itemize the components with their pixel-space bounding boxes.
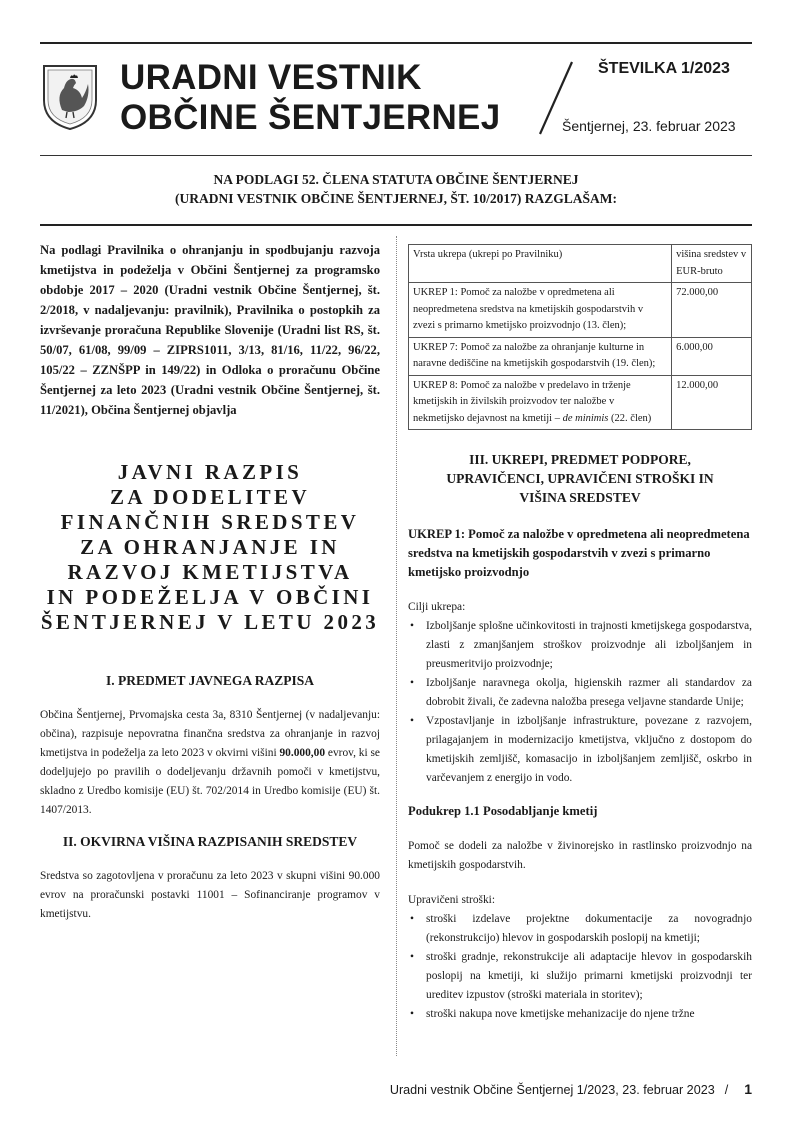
preamble-line-2: (URADNI VESTNIK OBČINE ŠENTJERNEJ, ŠT. 10/2017) RAZGLAŠAM: — [174, 191, 618, 206]
table-row — [409, 283, 752, 338]
list-item: • Izboljšanje naravnega okolja, higienskih razmer ali standardov za dobrobit živali, če zadevna naložba presega veljavne standarde Unije; — [408, 674, 752, 712]
right-column — [408, 244, 752, 1024]
ukrep-1-title: UKREP 1: Pomoč za naložbe v opredmetena ali neopredmetena sredstva na kmetijskih gospodarstvih v zvezi s primarno kmetijsko proizvodnjo — [408, 527, 750, 579]
call-title-line: ŠENTJERNEJ V LETU 2023 — [40, 610, 380, 634]
table-row — [409, 337, 752, 375]
call-title-line: RAZVOJ KMETIJSTVA — [67, 560, 353, 584]
section-1-text — [40, 706, 380, 820]
call-title — [40, 460, 380, 635]
section-3-title-line: UPRAVIČENCI, UPRAVIČENI STROŠKI IN — [446, 471, 714, 486]
goals-label: Cilji ukrepa: — [408, 601, 466, 613]
issue-date: Šentjernej, 23. februar 2023 — [562, 118, 736, 134]
footer-text: Uradni vestnik Občine Šentjernej 1/2023, 23. februar 2023 — [389, 1083, 715, 1097]
section-1-text-a: Občina Šentjernej, Prvomajska cesta 3a, 8310 Šentjernej (v nadaljevanju: občina), razpisuje nepovratna finančna sredstva za ohranjanje in razvoj kmetijstva in podeželja za leto 2023 v okvirni višini — [40, 709, 380, 759]
section-3-title-line: III. UKREPI, PREDMET PODPORE, — [469, 452, 691, 467]
podukrep-1-1-text: Pomoč se dodeli za naložbe v živinorejsko in rastlinsko proizvodnjo na kmetijskih gospodarstvih. — [408, 840, 752, 871]
intro-paragraph: Na podlagi Pravilnika o ohranjanju in spodbujanju razvoja kmetijstva in podeželja v Občini Šentjernej za programsko obdobje 2017 – 2020 (Uradni vestnik Občine Šentjernej, št. 2/2018, v nadaljevanju: pravilnik), Pravilnika o postopkih za izvrševanje proračuna Republike Slovenije (Uradni list RS, št. 50/07, 61/08, 99/09 – ZIPRS1011, 3/13, 81/16, 11/22, 96/22, 105/22 – ZZNŠPP in 149/22) in Odloka o proračunu Občine Šentjernej za leto 2023 (Uradni vestnik Občine Šentjernej, št. 11/2021), Občina Šentjernej objavlja — [40, 243, 380, 417]
table-cell-measure: UKREP 7: Pomoč za naložbe za ohranjanje kulturne in naravne dediščine na kmetijskih gospodarstvih (19. člen); — [409, 337, 672, 375]
measure-text-italic: de minimis — [562, 412, 609, 424]
table-row — [409, 375, 752, 430]
measure-text-a: UKREP 8: Pomoč za naložbe v predelavo in trženje kmetijskih in živilskih proizvodov ter naložbe v nekmetijsko dejavnost na kmetiji – — [413, 379, 631, 424]
table-cell-measure: UKREP 1: Pomoč za naložbe v opredmetena ali neopredmetena sredstva na kmetijskih gospodarstvih v zvezi s primarno kmetijsko proizvodnjo (13. člen); — [409, 283, 672, 338]
preamble-line-1: NA PODLAGI 52. ČLENA STATUTA OBČINE ŠENTJERNEJ — [213, 172, 579, 187]
section-1-title: I. PREDMET JAVNEGA RAZPISA — [105, 673, 315, 688]
column-divider — [396, 236, 397, 1056]
table-cell-amount: 12.000,00 — [672, 375, 752, 430]
header-top-rule — [40, 42, 752, 44]
list-item: • stroški nakupa nove kmetijske mehanizacije do njene tržne — [408, 1005, 752, 1024]
page-footer — [380, 1081, 752, 1097]
section-3-title — [408, 450, 752, 507]
call-title-line: JAVNI RAZPIS — [117, 460, 303, 484]
section-1-amount: 90.000,00 — [279, 747, 326, 759]
left-column — [40, 240, 380, 924]
call-title-line: ZA OHRANJANJE IN — [80, 535, 340, 559]
list-item: • Izboljšanje splošne učinkovitosti in trajnosti kmetijskega gospodarstva, zlasti z zmanjšanjem stroškov proizvodnje ali izboljšanjem in preusmeritvijo proizvodnje; — [408, 617, 752, 674]
call-title-line: ZA DODELITEV — [109, 485, 311, 509]
page-number: 1 — [744, 1081, 752, 1097]
table-header-amount: višina sredstev v EUR-bruto — [672, 245, 752, 283]
table-header-row — [409, 245, 752, 283]
table-cell-measure — [409, 375, 672, 430]
section-2-text: Sredstva so zagotovljena v proračunu za leto 2023 v skupni višini 90.000 evrov na proračunski postavki 11001 – Sofinanciranje programov v kmetijstvu. — [40, 870, 380, 920]
costs-label: Upravičeni stroški: — [408, 894, 495, 906]
podukrep-1-1-title: Podukrep 1.1 Posodabljanje kmetij — [408, 804, 598, 818]
title-line-2: OBČINE ŠENTJERNEJ — [120, 98, 501, 137]
costs-list — [408, 910, 752, 1024]
list-item: • stroški gradnje, rekonstrukcije ali adaptacije hlevov in gospodarskih poslopij na kmetiji, ki služijo primarni kmetijski proizvodnji ter ureditev izpustov (stroški materiala in storitev); — [408, 948, 752, 1005]
table-cell-amount: 72.000,00 — [672, 283, 752, 338]
header-bottom-rule — [40, 155, 752, 156]
call-title-line: IN PODEŽELJA V OBČINI — [46, 585, 374, 609]
measure-text-b: (22. člen) — [608, 412, 652, 424]
section-2-title: II. OKVIRNA VIŠINA RAZPISANIH SREDSTEV — [62, 834, 358, 849]
list-item: • Vzpostavljanje in izboljšanje infrastrukture, povezane z razvojem, prilagajanjem in modernizacijo kmetijstva, vključno z dostopom do kmetijskih zemljišč, komasacijo in izboljšanjem zemljišč, oskrbo in varčevanjem z energijo in vodo. — [408, 712, 752, 788]
section-3-title-line: VIŠINA SREDSTEV — [519, 490, 641, 505]
table-header-measure: Vrsta ukrepa (ukrepi po Pravilniku) — [409, 245, 672, 283]
measures-table — [408, 244, 752, 430]
rooster-crest-icon — [40, 62, 100, 132]
table-cell-amount: 6.000,00 — [672, 337, 752, 375]
preamble — [40, 170, 752, 208]
goals-list — [408, 617, 752, 788]
call-title-line: FINANČNIH SREDSTEV — [60, 510, 360, 534]
publication-title — [120, 58, 500, 138]
footer-slash: / — [724, 1083, 729, 1097]
list-item: • stroški izdelave projektne dokumentacije za novogradnjo (rekonstrukcijo) hlevov in gospodarskih poslopij na kmetiji; — [408, 910, 752, 948]
preamble-rule — [40, 224, 752, 226]
title-line-1: URADNI VESTNIK — [120, 58, 422, 97]
section-1-text-b: evrov, ki se dodeljujejo po pravilih o dodeljevanju državnih pomoči v kmetijstvu, skladno z Uredbo komisije (EU) št. 702/2014 in Uredbo komisije (EU) št. 1407/2013. — [40, 747, 380, 816]
issue-number: ŠTEVILKA 1/2023 — [598, 60, 730, 77]
